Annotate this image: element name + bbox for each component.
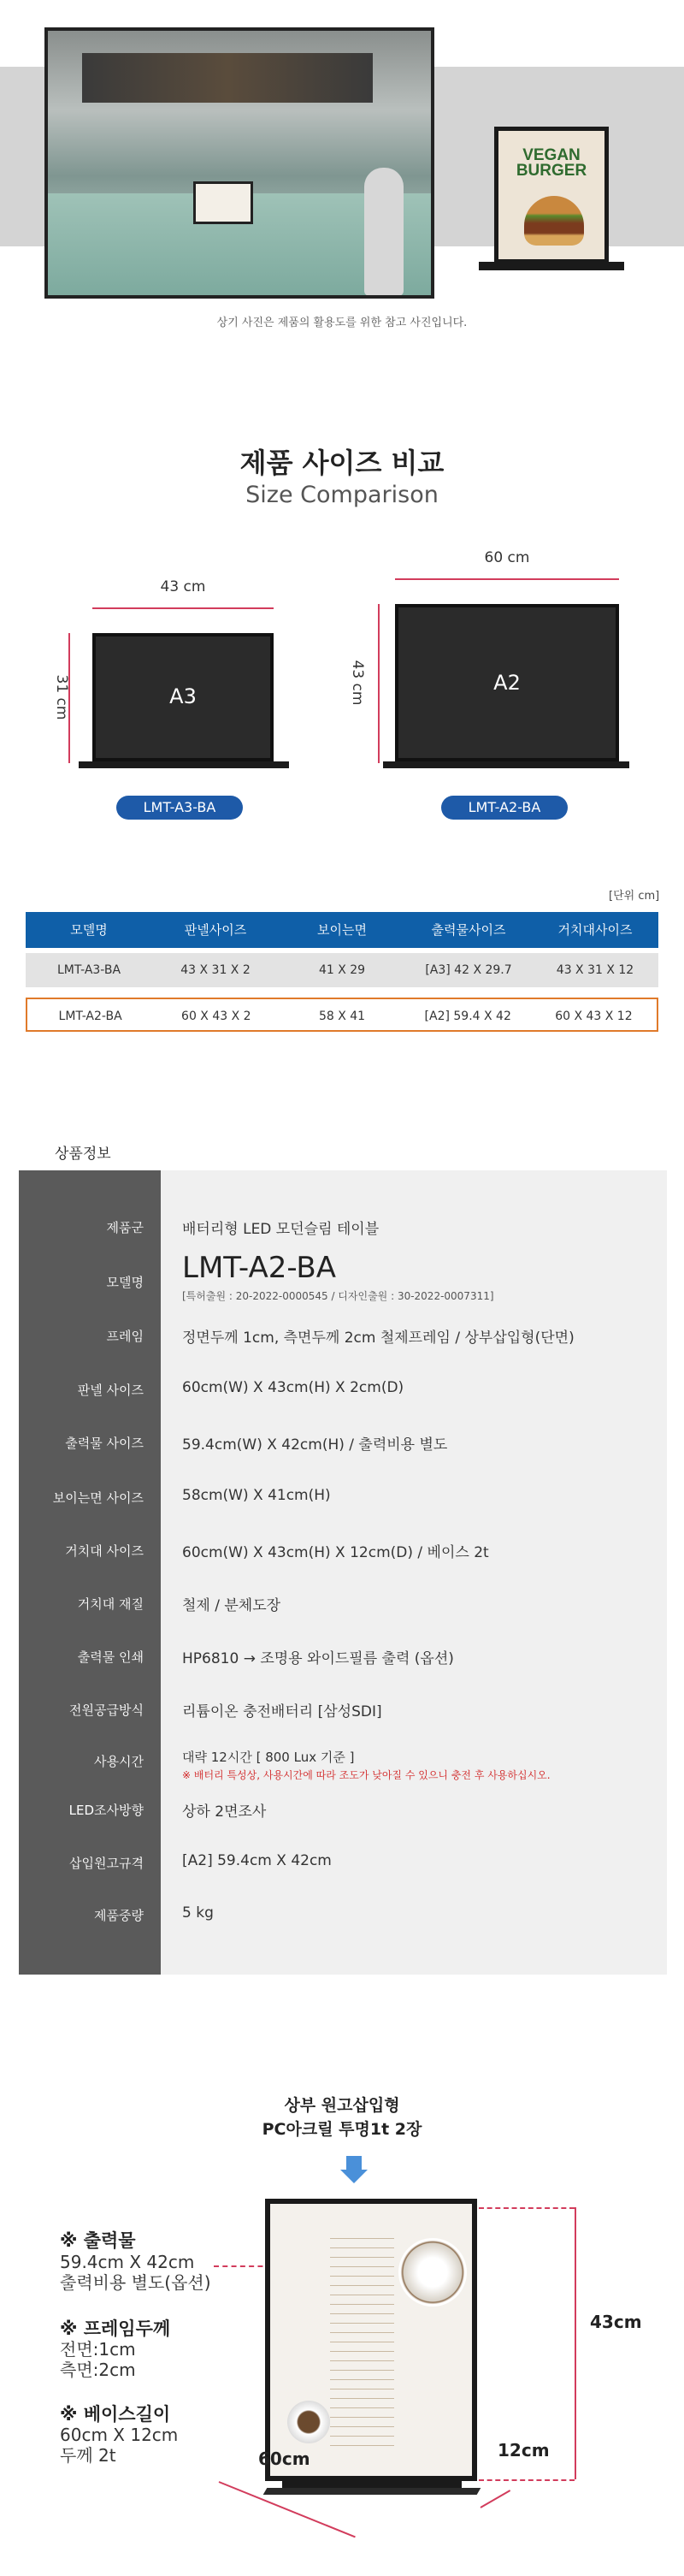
- a2-board: [395, 604, 619, 761]
- header-model: 모델명: [70, 922, 108, 938]
- header-panel-size: 판넬사이즈: [184, 922, 247, 938]
- a2-height-line: [378, 604, 380, 763]
- info-label-visible-size: 보이는면 사이즈: [52, 1490, 144, 1506]
- info-label-stand-material: 거치대 재질: [77, 1596, 144, 1612]
- table-cell: 58 X 41: [318, 1010, 366, 1023]
- insert-title-line2: PC아크릴 투명1t 2장: [262, 2120, 422, 2139]
- comparison-table-header: [26, 912, 658, 948]
- table-cell: 60 X 43 X 2: [181, 1010, 251, 1023]
- header-print-size: 출력물사이즈: [431, 922, 506, 938]
- table-cell: LMT-A3-BA: [56, 963, 121, 977]
- a2-board-label: A2: [493, 671, 521, 695]
- header-visible-area: 보이는면: [317, 922, 367, 938]
- frame-spec-line1: 전면:1cm: [60, 2339, 136, 2360]
- base-spec-line1: 60cm X 12cm: [60, 2425, 179, 2445]
- table-cell: 41 X 29: [318, 963, 366, 977]
- cafe-menu-image: [330, 2230, 394, 2452]
- base-spec-title: ※ 베이스길이: [60, 2404, 171, 2425]
- info-value-weight: 5 kg: [182, 1904, 214, 1922]
- stand-base: [479, 262, 624, 270]
- burger-image: [524, 196, 584, 246]
- burger-poster-frame: [494, 127, 609, 264]
- coffee-cup-image: [398, 2238, 467, 2307]
- info-value-frame: 정면두께 1cm, 측면두께 2cm 철제프레임 / 상부삽입형(단면): [182, 1329, 575, 1347]
- info-label-stand-size: 거치대 사이즈: [65, 1543, 144, 1559]
- height-dimension-line: [575, 2207, 576, 2479]
- info-label-led-direction: LED조사방향: [68, 1803, 144, 1818]
- info-model-patent-note: [특허출원 : 20-2022-0000545 / 디자인출원 : 30-2022-0007311]: [182, 1290, 494, 1302]
- info-value-category: 배터리형 LED 모던슬림 테이블: [182, 1221, 380, 1238]
- a2-height-label: 43 cm: [349, 660, 366, 706]
- unit-note: [단위 cm]: [609, 890, 660, 903]
- info-value-model: LMT-A2-BA: [182, 1251, 336, 1285]
- table-cell: LMT-A2-BA: [58, 1010, 122, 1023]
- header-stand-size: 거치대사이즈: [557, 922, 633, 938]
- table-cell: 43 X 31 X 12: [556, 963, 634, 977]
- store-reference-photo: [44, 27, 434, 299]
- a3-board-base: [79, 761, 289, 768]
- info-label-insert-spec: 삽입원고규격: [69, 1856, 144, 1871]
- info-value-led-direction: 상하 2면조사: [182, 1803, 267, 1821]
- down-arrow-icon: [346, 2156, 362, 2170]
- a3-width-label: 43 cm: [160, 578, 206, 595]
- product-stand-post: [282, 2479, 462, 2488]
- info-label-usage-time: 사용시간: [94, 1754, 144, 1769]
- product-stand-base: [263, 2488, 481, 2495]
- info-value-stand-size: 60cm(W) X 43cm(H) X 12cm(D) / 베이스 2t: [182, 1544, 489, 1561]
- print-spec-title: ※ 출력물: [60, 2230, 136, 2251]
- info-value-visible-size: 58cm(W) X 41cm(H): [182, 1487, 331, 1504]
- a2-board-base: [383, 761, 629, 768]
- menu-board-image: [82, 53, 373, 103]
- a2-model-pill: LMT-A2-BA: [441, 796, 568, 820]
- table-row-highlighted: [26, 998, 658, 1032]
- info-label-model: 모델명: [106, 1275, 144, 1290]
- height-top-guide: [479, 2207, 575, 2209]
- burger-poster-title: VEGAN BURGER: [516, 146, 587, 180]
- table-cell: 60 X 43 X 12: [555, 1010, 633, 1023]
- burger-stand-photo: [479, 127, 624, 281]
- info-label-print-size: 출력물 사이즈: [65, 1436, 144, 1451]
- info-value-usage-time: 대략 12시간 [ 800 Lux 기준 ]: [182, 1750, 355, 1765]
- size-comparison-title: 제품 사이즈 비교: [239, 447, 445, 479]
- frame-spec-title: ※ 프레임두께: [60, 2318, 171, 2339]
- a3-board-label: A3: [169, 684, 197, 708]
- info-value-printing: HP6810 → 조명용 와이드필름 출력 (옵션): [182, 1650, 454, 1667]
- info-value-power: 리튬이온 충전배터리 [삼성SDI]: [182, 1703, 382, 1720]
- person-image: [364, 168, 404, 296]
- a3-board: [92, 633, 274, 761]
- depth-label: 12cm: [498, 2440, 550, 2461]
- info-usage-warning: ※ 배터리 특성상, 사용시간에 따라 조도가 낮아질 수 있으니 충전 후 사용하십시오.: [182, 1769, 551, 1781]
- coffee-cup-small-image: [287, 2401, 330, 2443]
- product-board-image: [265, 2199, 477, 2481]
- depth-dimension-line: [481, 2490, 511, 2508]
- info-label-power: 전원공급방식: [69, 1703, 144, 1718]
- info-label-category: 제품군: [106, 1220, 144, 1235]
- product-info-heading: 상품정보: [55, 1146, 111, 1163]
- info-value-stand-material: 철제 / 분체도장: [182, 1597, 281, 1614]
- info-value-print-size: 59.4cm(W) X 42cm(H) / 출력비용 별도: [182, 1436, 448, 1454]
- info-label-weight: 제품중량: [94, 1908, 144, 1923]
- print-spec-line1: 59.4cm X 42cm: [60, 2252, 195, 2272]
- height-bottom-guide: [479, 2479, 575, 2481]
- height-label: 43cm: [590, 2312, 642, 2332]
- info-value-panel-size: 60cm(W) X 43cm(H) X 2cm(D): [182, 1379, 404, 1396]
- down-arrow-head-icon: [340, 2170, 368, 2183]
- insert-title-line1: 상부 원고삽입형: [284, 2096, 400, 2115]
- frame-spec-line2: 측면:2cm: [60, 2360, 136, 2380]
- mini-sign-image: [193, 181, 253, 224]
- base-spec-line2: 두께 2t: [60, 2445, 116, 2466]
- info-label-printing: 출력물 인쇄: [77, 1649, 144, 1665]
- table-row: [26, 953, 658, 987]
- table-cell: 43 X 31 X 2: [180, 963, 251, 977]
- table-cell: [A3] 42 X 29.7: [425, 963, 512, 977]
- info-value-insert-spec: [A2] 59.4cm X 42cm: [182, 1852, 332, 1869]
- insert-title: [0, 2093, 684, 2141]
- table-cell: [A2] 59.4 X 42: [424, 1010, 511, 1023]
- width-label: 60cm: [258, 2449, 310, 2469]
- info-label-frame: 프레임: [106, 1329, 144, 1344]
- size-comparison-subtitle: Size Comparison: [245, 482, 439, 508]
- a2-width-line: [395, 578, 619, 580]
- a3-height-label: 31 cm: [53, 674, 70, 720]
- a3-model-pill: LMT-A3-BA: [116, 796, 243, 820]
- a3-width-line: [92, 607, 274, 609]
- a2-width-label: 60 cm: [484, 549, 530, 566]
- print-spec-line2: 출력비용 별도(옵션): [60, 2272, 211, 2293]
- info-label-panel-size: 판넬 사이즈: [77, 1383, 144, 1398]
- hero-caption: 상기 사진은 제품의 활용도를 위한 참고 사진입니다.: [216, 317, 468, 329]
